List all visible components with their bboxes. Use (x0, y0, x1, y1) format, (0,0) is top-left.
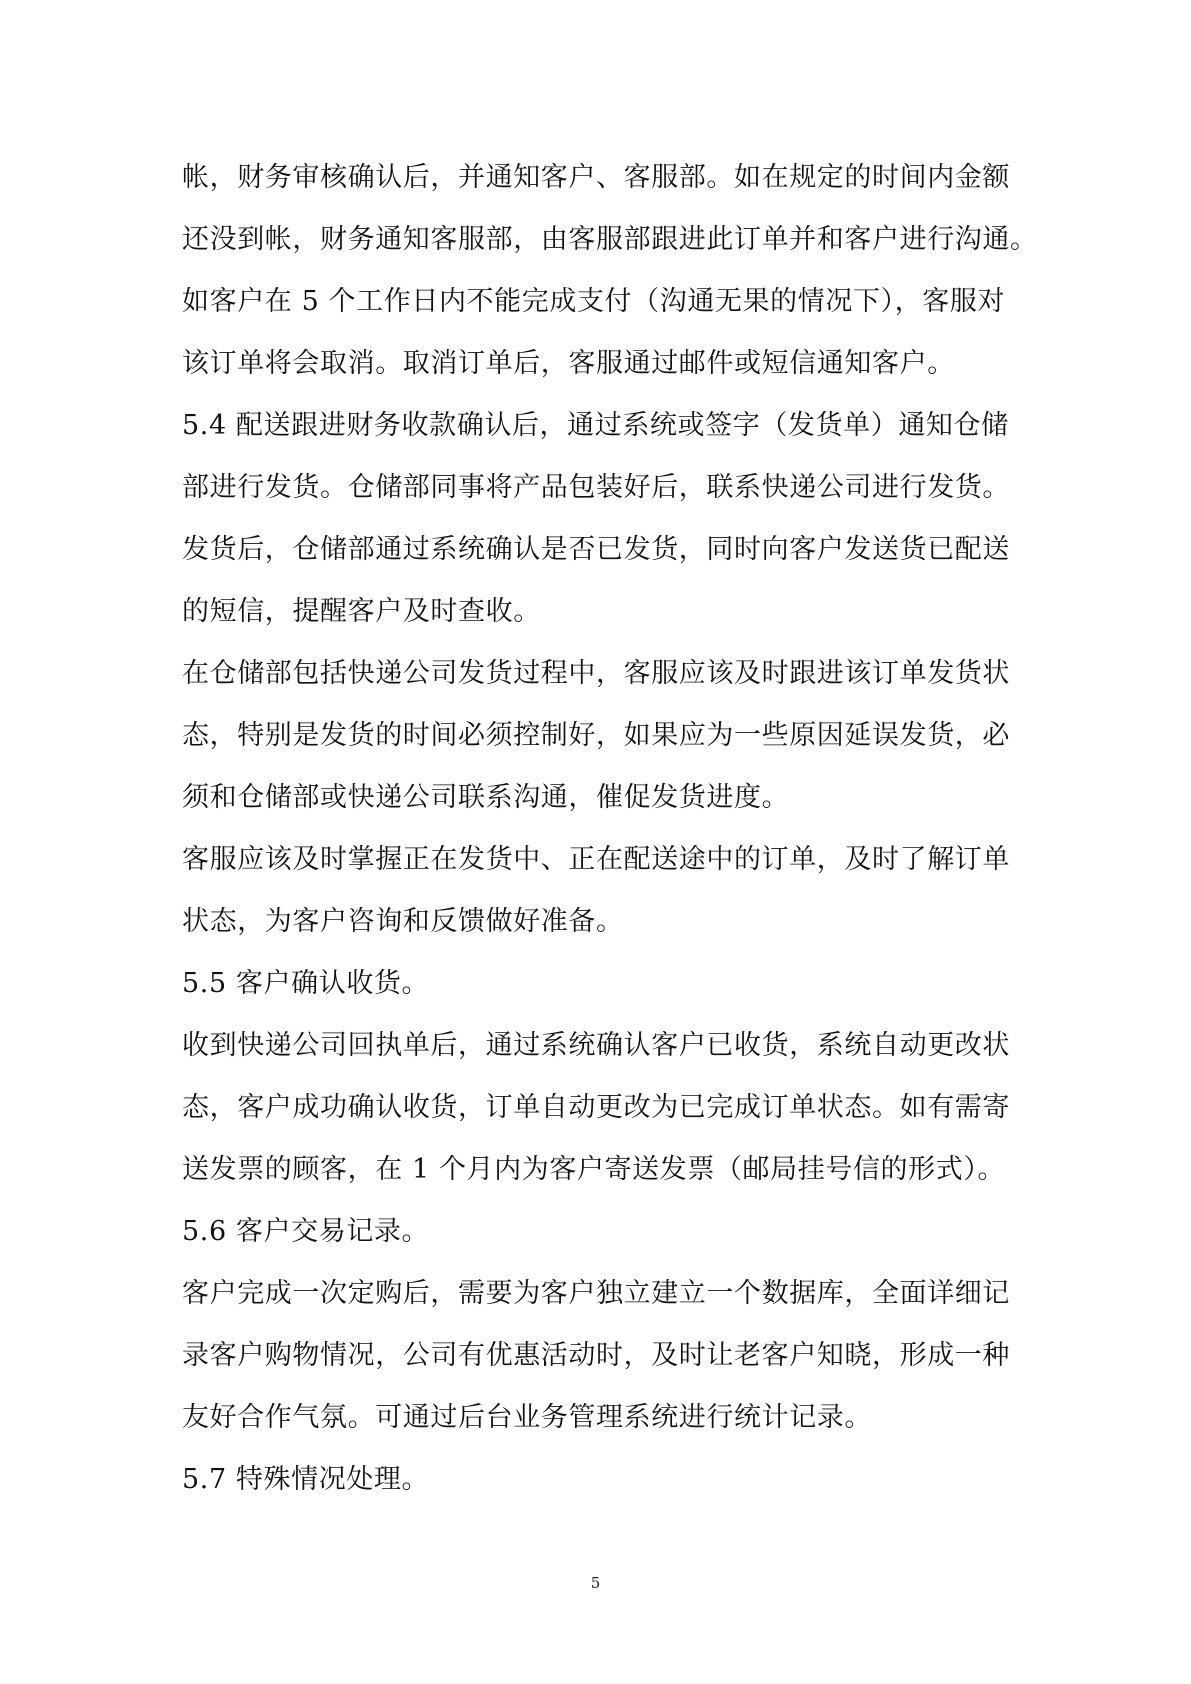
text-line: 态，特别是发货的时间必须控制好，如果应为一些原因延误发货，必 (182, 720, 1010, 751)
section-heading-5-6: 5.6 客户交易记录。 (182, 1216, 430, 1247)
section-heading-5-7: 5.7 特殊情况处理。 (182, 1464, 430, 1495)
text-line: 的短信，提醒客户及时查收。 (182, 596, 541, 627)
text-line: 帐，财务审核确认后，并通知客户、客服部。如在规定的时间内金额 (182, 162, 1010, 193)
text-line: 收到快递公司回执单后，通过系统确认客户已收货，系统自动更改状 (182, 1030, 1010, 1061)
text-line: 该订单将会取消。取消订单后，客服通过邮件或短信通知客户。 (182, 348, 955, 379)
text-line: 录客户购物情况，公司有优惠活动时，及时让老客户知晓，形成一种 (182, 1340, 1010, 1371)
page-number: 5 (590, 1574, 601, 1592)
text-line: 客户完成一次定购后，需要为客户独立建立一个数据库，全面详细记 (182, 1278, 1010, 1309)
text-line: 客服应该及时掌握正在发货中、正在配送途中的订单，及时了解订单 (182, 844, 1010, 875)
section-heading-5-5: 5.5 客户确认收货。 (182, 968, 430, 999)
text-line: 部进行发货。仓储部同事将产品包装好后，联系快递公司进行发货。 (182, 472, 1010, 503)
text-line: 还没到帐，财务通知客服部，由客服部跟进此订单并和客户进行沟通。 (182, 224, 1038, 255)
text-line: 须和仓储部或快递公司联系沟通，催促发货进度。 (182, 782, 790, 813)
text-line: 状态，为客户咨询和反馈做好准备。 (182, 906, 624, 937)
text-line: 发货后，仓储部通过系统确认是否已发货，同时向客户发送货已配送 (182, 534, 1010, 565)
text-line: 送发票的顾客，在 1 个月内为客户寄送发票（邮局挂号信的形式）。 (182, 1154, 1006, 1185)
text-line: 友好合作气氛。可通过后台业务管理系统进行统计记录。 (182, 1402, 872, 1433)
text-line: 在仓储部包括快递公司发货过程中，客服应该及时跟进该订单发货状 (182, 658, 1010, 689)
text-line: 如客户在 5 个工作日内不能完成支付（沟通无果的情况下），客服对 (182, 286, 1006, 317)
section-heading-5-4: 5.4 配送跟进财务收款确认后，通过系统或签字（发货单）通知仓储 (182, 410, 1009, 441)
text-line: 态，客户成功确认收货，订单自动更改为已完成订单状态。如有需寄 (182, 1092, 1010, 1123)
document-body (182, 147, 1038, 1511)
